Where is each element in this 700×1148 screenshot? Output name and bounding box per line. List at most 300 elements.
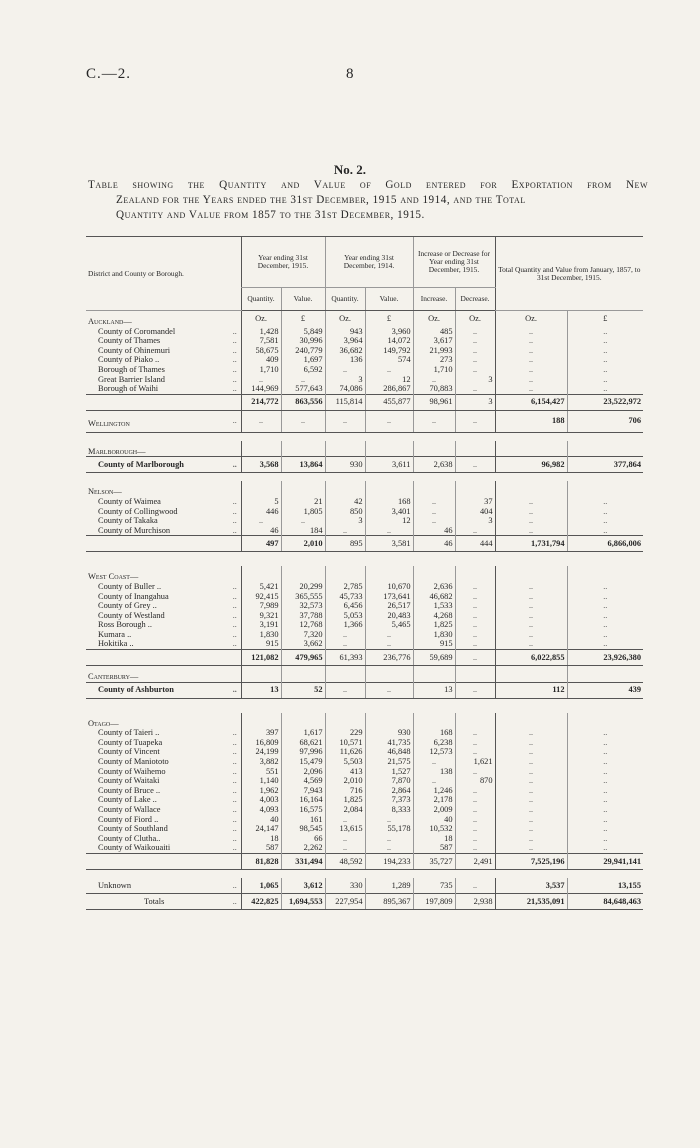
header-quantity-1914: Quantity. (325, 288, 365, 311)
cell-value-1914: 1,527 (365, 767, 413, 777)
table-row (86, 601, 643, 611)
table-row (86, 639, 643, 649)
cell-value-1914: .. (365, 682, 413, 698)
cell-value-1915: 1,694,553 (281, 893, 325, 909)
cell-value-1915: 161 (281, 815, 325, 825)
row-label: County of Collingwood (98, 506, 178, 516)
row-label: County of Westland (98, 610, 165, 620)
table-row (86, 747, 643, 757)
cell-value-1914: 12 (365, 375, 413, 385)
cell-total-value: .. (567, 365, 643, 375)
unit-oz: Oz. (241, 311, 281, 327)
table-row (86, 786, 643, 796)
header-value-1914: Value. (365, 288, 413, 311)
cell-quantity-1914: 136 (325, 355, 365, 365)
cell-quantity-1915: 915 (241, 639, 281, 649)
table-row (86, 611, 643, 621)
leader-dots: .. (232, 776, 237, 786)
cell-quantity-1914: .. (325, 639, 365, 649)
cell-decrease: 444 (455, 536, 495, 552)
cell-decrease: .. (455, 639, 495, 649)
cell-quantity-1915: 1,962 (241, 786, 281, 796)
row-label: County of Maniototo (98, 757, 169, 767)
unit-oz: Oz. (325, 311, 365, 327)
cell-total-value: .. (567, 516, 643, 526)
page-number: 8 (346, 66, 354, 82)
cell-value-1914: 149,792 (365, 346, 413, 356)
cell-decrease: .. (455, 620, 495, 630)
cell-increase: 21,993 (413, 346, 455, 356)
table-row (86, 507, 643, 517)
cell-total-quantity: .. (495, 805, 567, 815)
row-label: County of Lake .. (98, 795, 157, 805)
cell-total-value: 706 (567, 410, 643, 432)
cell-quantity-1915: 3,191 (241, 620, 281, 630)
cell-quantity-1915: 397 (241, 728, 281, 738)
leader-dots: .. (232, 601, 237, 611)
cell-quantity-1915: 587 (241, 843, 281, 853)
row-label: County of Ashburton (86, 682, 229, 698)
cell-total-quantity: .. (495, 747, 567, 757)
cell-increase: 1,246 (413, 786, 455, 796)
cell-decrease: .. (455, 682, 495, 698)
cell-decrease: .. (455, 582, 495, 592)
cell-value-1914: 46,848 (365, 747, 413, 757)
cell-decrease: .. (455, 526, 495, 536)
cell-quantity-1914: 2,010 (325, 776, 365, 786)
unit-pound: £ (567, 311, 643, 327)
table-row (86, 346, 643, 356)
cell-total-value: .. (567, 805, 643, 815)
cell-value-1915: 97,996 (281, 747, 325, 757)
cell-increase: 138 (413, 767, 455, 777)
cell-value-1914: 10,670 (365, 582, 413, 592)
cell-increase: 587 (413, 843, 455, 853)
cell-total-value: .. (567, 757, 643, 767)
cell-decrease: .. (455, 346, 495, 356)
cell-quantity-1914: 2,785 (325, 582, 365, 592)
table-row (86, 776, 643, 786)
leader-dots: .. (232, 345, 237, 355)
cell-quantity-1915: 497 (241, 536, 281, 552)
cell-total-quantity: .. (495, 776, 567, 786)
cell-value-1915: 1,617 (281, 728, 325, 738)
cell-value-1915: 21 (281, 497, 325, 507)
cell-total-value: .. (567, 786, 643, 796)
cell-quantity-1915: 551 (241, 767, 281, 777)
cell-increase: 12,573 (413, 747, 455, 757)
cell-value-1914: 41,735 (365, 738, 413, 748)
cell-decrease: .. (455, 327, 495, 337)
cell-quantity-1915: .. (241, 375, 281, 385)
cell-value-1914: 286,867 (365, 384, 413, 394)
cell-total-quantity: .. (495, 497, 567, 507)
cell-total-value: .. (567, 834, 643, 844)
cell-total-quantity: .. (495, 516, 567, 526)
cell-value-1914: 2,864 (365, 786, 413, 796)
cell-value-1914: 26,517 (365, 601, 413, 611)
cell-total-value: .. (567, 843, 643, 853)
cell-value-1915: 1,805 (281, 507, 325, 517)
row-label: County of Piako .. (98, 355, 160, 365)
cell-value-1914: 3,581 (365, 536, 413, 552)
cell-value-1915: 7,943 (281, 786, 325, 796)
cell-increase: 2,178 (413, 795, 455, 805)
cell-decrease: .. (455, 410, 495, 432)
table-row (86, 410, 643, 432)
cell-increase: .. (413, 516, 455, 526)
cell-decrease: .. (455, 805, 495, 815)
cell-value-1915: 16,575 (281, 805, 325, 815)
cell-decrease: .. (455, 611, 495, 621)
cell-quantity-1914: 3 (325, 516, 365, 526)
cell-value-1914: 194,233 (365, 853, 413, 869)
cell-total-value: .. (567, 336, 643, 346)
cell-quantity-1914: 1,825 (325, 795, 365, 805)
cell-value-1915: 13,864 (281, 457, 325, 473)
cell-decrease: .. (455, 601, 495, 611)
cell-total-quantity: .. (495, 824, 567, 834)
table-row (86, 384, 643, 394)
cell-value-1914: 21,575 (365, 757, 413, 767)
cell-quantity-1915: 18 (241, 834, 281, 844)
table-row (86, 516, 643, 526)
cell-decrease: .. (455, 843, 495, 853)
cell-value-1914: .. (365, 410, 413, 432)
cell-total-quantity: .. (495, 375, 567, 385)
row-label: County of Bruce .. (98, 785, 161, 795)
leader-dots: .. (232, 795, 237, 805)
cell-total-quantity: .. (495, 384, 567, 394)
cell-value-1915: 98,545 (281, 824, 325, 834)
cell-total-value: .. (567, 795, 643, 805)
row-label: Borough of Waihi (98, 384, 159, 394)
subtotal-row (86, 853, 643, 869)
cell-total-value: 6,866,006 (567, 536, 643, 552)
cell-total-quantity: 112 (495, 682, 567, 698)
cell-total-value: .. (567, 747, 643, 757)
row-label: County of Marlborough (86, 457, 229, 473)
cell-quantity-1914: 11,626 (325, 747, 365, 757)
cell-quantity-1914: 1,366 (325, 620, 365, 630)
cell-total-quantity: 6,154,427 (495, 394, 567, 410)
row-label: County of Vincent (98, 747, 160, 757)
cell-value-1915: 37,788 (281, 611, 325, 621)
cell-quantity-1914: 61,393 (325, 650, 365, 666)
cell-total-quantity: 96,982 (495, 457, 567, 473)
leader-dots: .. (232, 326, 237, 336)
region-nelson: Nelson— (88, 487, 122, 497)
row-label: County of Fiord .. (98, 814, 159, 824)
cell-total-quantity: .. (495, 611, 567, 621)
cell-quantity-1915: 58,675 (241, 346, 281, 356)
cell-increase: 4,268 (413, 611, 455, 621)
header-district: District and County or Borough. (86, 237, 229, 311)
cell-increase: 1,825 (413, 620, 455, 630)
totals-row (86, 893, 643, 909)
cell-quantity-1915: 46 (241, 526, 281, 536)
cell-quantity-1914: .. (325, 834, 365, 844)
cell-value-1914: .. (365, 834, 413, 844)
cell-decrease: .. (455, 728, 495, 738)
cell-increase: 46,682 (413, 592, 455, 602)
cell-quantity-1914: 227,954 (325, 893, 365, 909)
cell-quantity-1914: 45,733 (325, 592, 365, 602)
header-quantity-1915: Quantity. (241, 288, 281, 311)
cell-quantity-1914: .. (325, 365, 365, 375)
leader-dots: .. (232, 833, 237, 843)
cell-total-quantity: .. (495, 786, 567, 796)
row-label: Kumara .. (98, 629, 132, 639)
cell-total-quantity: 3,537 (495, 878, 567, 894)
cell-decrease: .. (455, 384, 495, 394)
leader-dots: .. (232, 880, 237, 890)
region-otago: Otago— (88, 718, 119, 728)
cell-quantity-1914: 3 (325, 375, 365, 385)
leader-dots: .. (232, 384, 237, 394)
cell-value-1914: 12 (365, 516, 413, 526)
row-label: County of Clutha.. (98, 833, 161, 843)
cell-total-quantity: .. (495, 346, 567, 356)
cell-total-quantity: 1,731,794 (495, 536, 567, 552)
cell-decrease: .. (455, 795, 495, 805)
row-label: County of Inangahua (98, 591, 169, 601)
cell-increase: 1,830 (413, 630, 455, 640)
row-label: County of Tuapeka (98, 737, 163, 747)
unit-oz: Oz. (455, 311, 495, 327)
cell-value-1914: .. (365, 639, 413, 649)
row-label: County of Waitaki (98, 776, 160, 786)
cell-quantity-1914: .. (325, 843, 365, 853)
cell-increase: 168 (413, 728, 455, 738)
cell-total-value: .. (567, 630, 643, 640)
table-caption (88, 178, 648, 223)
row-label: Borough of Thames (98, 364, 165, 374)
table-row (86, 834, 643, 844)
cell-total-value: .. (567, 526, 643, 536)
cell-value-1915: .. (281, 410, 325, 432)
cell-total-value: .. (567, 738, 643, 748)
cell-quantity-1915: 40 (241, 815, 281, 825)
cell-quantity-1914: 850 (325, 507, 365, 517)
cell-total-value: .. (567, 767, 643, 777)
cell-quantity-1914: 930 (325, 457, 365, 473)
row-label: County of Waihemo (98, 766, 166, 776)
cell-decrease: 2,491 (455, 853, 495, 869)
leader-dots: .. (232, 355, 237, 365)
cell-decrease: 37 (455, 497, 495, 507)
cell-decrease: 3 (455, 394, 495, 410)
region-west-coast: West Coast— (88, 572, 139, 582)
cell-increase: .. (413, 375, 455, 385)
cell-quantity-1915: 409 (241, 355, 281, 365)
leader-dots: .. (232, 824, 237, 834)
row-label: Wellington (86, 410, 229, 432)
cell-value-1915: 5,849 (281, 327, 325, 337)
cell-quantity-1914: .. (325, 526, 365, 536)
cell-quantity-1915: 81,828 (241, 853, 281, 869)
caption-line-3: Quantity and Value from 1857 to the 31st December, 1915. (116, 209, 425, 221)
row-label: County of Taieri .. (98, 728, 160, 738)
cell-value-1914: 930 (365, 728, 413, 738)
cell-increase: 1,710 (413, 365, 455, 375)
cell-quantity-1914: 36,682 (325, 346, 365, 356)
row-label: County of Buller .. (98, 581, 162, 591)
cell-quantity-1914: 413 (325, 767, 365, 777)
cell-increase: 3,617 (413, 336, 455, 346)
row-label: County of Ohinemuri (98, 345, 171, 355)
leader-dots: .. (229, 893, 241, 909)
caption-line-1: Table showing the Quantity and Value of Gold entered for Exportation from New (88, 179, 648, 191)
leader-dots: .. (232, 785, 237, 795)
cell-value-1915: 2,010 (281, 536, 325, 552)
table-row (86, 355, 643, 365)
cell-value-1914: 5,465 (365, 620, 413, 630)
cell-total-quantity: .. (495, 630, 567, 640)
cell-value-1915: 863,556 (281, 394, 325, 410)
leader-dots: .. (232, 620, 237, 630)
cell-total-value: .. (567, 346, 643, 356)
leader-dots: .. (232, 757, 237, 767)
cell-value-1914: 173,641 (365, 592, 413, 602)
cell-increase: .. (413, 776, 455, 786)
cell-quantity-1915: 7,581 (241, 336, 281, 346)
cell-value-1915: 6,592 (281, 365, 325, 375)
cell-quantity-1915: 24,147 (241, 824, 281, 834)
cell-quantity-1914: 229 (325, 728, 365, 738)
cell-total-value: .. (567, 582, 643, 592)
cell-value-1915: 32,573 (281, 601, 325, 611)
cell-quantity-1915: 9,321 (241, 611, 281, 621)
cell-value-1915: 240,779 (281, 346, 325, 356)
cell-increase: 59,689 (413, 650, 455, 666)
unit-pound: £ (281, 311, 325, 327)
cell-quantity-1914: 48,592 (325, 853, 365, 869)
cell-quantity-1915: 3,882 (241, 757, 281, 767)
cell-total-value: .. (567, 375, 643, 385)
cell-value-1914: 8,333 (365, 805, 413, 815)
table-row (86, 457, 643, 473)
row-label: County of Takaka (98, 516, 158, 526)
cell-increase: 40 (413, 815, 455, 825)
cell-value-1914: 455,877 (365, 394, 413, 410)
table-row (86, 327, 643, 337)
cell-total-value: .. (567, 384, 643, 394)
cell-decrease: .. (455, 747, 495, 757)
cell-total-value: .. (567, 639, 643, 649)
table-number: No. 2. (333, 162, 367, 177)
cell-quantity-1914: 895 (325, 536, 365, 552)
cell-value-1914: 3,960 (365, 327, 413, 337)
cell-total-quantity: .. (495, 767, 567, 777)
cell-total-value: .. (567, 601, 643, 611)
cell-value-1915: .. (281, 516, 325, 526)
subtotal-row (86, 650, 643, 666)
cell-quantity-1914: .. (325, 682, 365, 698)
cell-total-value: 23,522,972 (567, 394, 643, 410)
cell-total-value: 439 (567, 682, 643, 698)
cell-value-1914: 168 (365, 497, 413, 507)
leader-dots: .. (232, 581, 237, 591)
cell-increase: 35,727 (413, 853, 455, 869)
cell-quantity-1915: 121,082 (241, 650, 281, 666)
row-label: Hokitika .. (98, 639, 134, 649)
header-total-since-1857: Total Quantity and Value from January, 1857, to 31st December, 1915. (495, 237, 643, 311)
cell-value-1914: 7,870 (365, 776, 413, 786)
table-row (86, 795, 643, 805)
cell-value-1915: 331,494 (281, 853, 325, 869)
cell-decrease: .. (455, 786, 495, 796)
table-row (86, 767, 643, 777)
leader-dots: .. (232, 496, 237, 506)
cell-value-1914: 7,373 (365, 795, 413, 805)
row-label: County of Waimea (98, 496, 161, 506)
cell-increase: .. (413, 507, 455, 517)
cell-value-1915: 68,621 (281, 738, 325, 748)
subtotal-row (86, 536, 643, 552)
cell-total-quantity: .. (495, 507, 567, 517)
cell-decrease: .. (455, 592, 495, 602)
cell-total-value: .. (567, 327, 643, 337)
cell-quantity-1915: 13 (241, 682, 281, 698)
cell-total-value: 29,941,141 (567, 853, 643, 869)
leader-dots: .. (232, 737, 237, 747)
row-label: County of Coromandel (98, 326, 176, 336)
cell-quantity-1915: 4,003 (241, 795, 281, 805)
cell-decrease: .. (455, 815, 495, 825)
cell-total-value: .. (567, 611, 643, 621)
cell-quantity-1915: 214,772 (241, 394, 281, 410)
cell-total-quantity: 188 (495, 410, 567, 432)
table-row (86, 738, 643, 748)
cell-value-1915: 479,965 (281, 650, 325, 666)
cell-increase: 70,883 (413, 384, 455, 394)
cell-value-1915: 7,320 (281, 630, 325, 640)
cell-total-quantity: .. (495, 843, 567, 853)
unit-oz: Oz. (413, 311, 455, 327)
cell-increase: 6,238 (413, 738, 455, 748)
cell-total-quantity: 6,022,855 (495, 650, 567, 666)
cell-value-1914: .. (365, 843, 413, 853)
cell-total-quantity: .. (495, 757, 567, 767)
leader-dots: .. (229, 457, 241, 473)
cell-quantity-1915: 16,809 (241, 738, 281, 748)
table-row (86, 824, 643, 834)
cell-quantity-1914: 2,084 (325, 805, 365, 815)
cell-increase: 10,532 (413, 824, 455, 834)
header-increase-decrease: Increase or Decrease for Year ending 31st December, 1915. (413, 237, 495, 288)
cell-quantity-1914: 42 (325, 497, 365, 507)
cell-total-quantity: 7,525,196 (495, 853, 567, 869)
cell-total-quantity: .. (495, 815, 567, 825)
cell-total-value: .. (567, 620, 643, 630)
leader-dots: .. (232, 766, 237, 776)
leader-dots: .. (232, 843, 237, 853)
header-year-1915: Year ending 31st December, 1915. (241, 237, 325, 288)
cell-decrease: 3 (455, 516, 495, 526)
cell-decrease: 404 (455, 507, 495, 517)
cell-total-value: .. (567, 815, 643, 825)
row-label: Unknown (98, 880, 132, 890)
cell-quantity-1914: 6,456 (325, 601, 365, 611)
cell-total-quantity: .. (495, 582, 567, 592)
region-auckland: Auckland— (88, 317, 132, 326)
leader-dots: .. (232, 336, 237, 346)
cell-total-quantity: .. (495, 336, 567, 346)
cell-total-value: .. (567, 592, 643, 602)
cell-value-1914: .. (365, 526, 413, 536)
cell-value-1914: .. (365, 630, 413, 640)
